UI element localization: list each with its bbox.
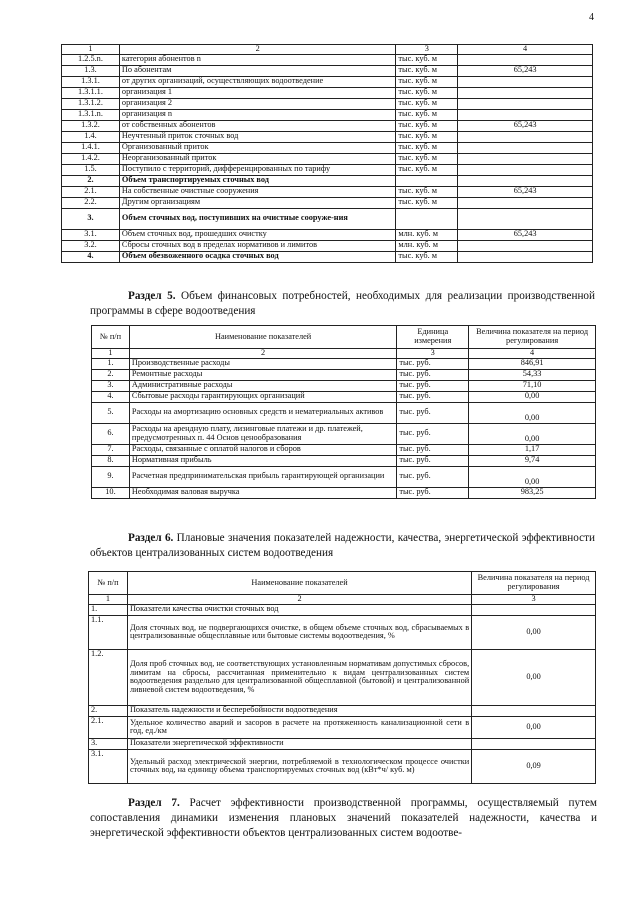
row-number: 7. [92, 444, 130, 455]
row-value [458, 54, 593, 65]
row-value: 1,17 [469, 444, 596, 455]
row-number: 3.2. [62, 240, 120, 251]
row-number: 1.3.1.n. [62, 109, 120, 120]
section-7-heading [90, 796, 597, 841]
table-row [92, 369, 596, 380]
row-unit: тыс. куб. м [396, 65, 458, 76]
row-value: 0,00 [469, 391, 596, 402]
row-value: 65,243 [458, 65, 593, 76]
row-number: 1.4.2. [62, 153, 120, 164]
header-cell: Единица измерения [397, 326, 469, 349]
row-name: По абонентам [119, 65, 395, 76]
row-name: Поступило с территорий, дифференцированных по тарифу [119, 164, 395, 175]
row-name: Неорганизованный приток [119, 153, 395, 164]
row-unit: тыс. куб. м [396, 131, 458, 142]
row-unit: тыс. куб. м [396, 54, 458, 65]
balance-table [61, 44, 593, 263]
table-row [92, 423, 596, 444]
row-value [458, 98, 593, 109]
row-value [472, 604, 596, 615]
row-number: 1.3.1. [62, 76, 120, 87]
row-number: 1. [89, 604, 128, 615]
row-value: 0,00 [472, 615, 596, 649]
row-value: 0,09 [472, 749, 596, 783]
table-row [89, 604, 596, 615]
row-number: 4. [62, 251, 120, 262]
row-name: Объем обезвоженного осадка сточных вод [119, 251, 395, 262]
row-unit: тыс. руб. [397, 423, 469, 444]
table-row [92, 358, 596, 369]
row-name: Сбытовые расходы гарантирующих организаций [129, 391, 396, 402]
row-unit: тыс. куб. м [396, 120, 458, 131]
table-row [62, 153, 593, 164]
row-value: 71,10 [469, 380, 596, 391]
section-title: Раздел 5. [128, 290, 176, 302]
table-header-row [89, 572, 596, 595]
table-row [92, 402, 596, 423]
row-number: 2.1. [89, 716, 128, 738]
row-name: организация 1 [119, 87, 395, 98]
row-name: Нормативная прибыль [129, 455, 396, 466]
row-unit: тыс. руб. [397, 380, 469, 391]
row-unit: тыс. куб. м [396, 87, 458, 98]
row-name: Показатели энергетической эффективности [127, 738, 471, 749]
table-row [92, 455, 596, 466]
row-value [472, 705, 596, 716]
row-name: Производственные расходы [129, 358, 396, 369]
table-row [92, 444, 596, 455]
table-row [62, 208, 593, 229]
header-cell: 3 [396, 45, 458, 55]
row-name: Необходимая валовая выручка [129, 487, 396, 498]
row-name: Расходы на арендную плату, лизинговые платежи и др. платежей, предусмотренных п. 44 Основ ценообразования [129, 423, 396, 444]
row-name: Сбросы сточных вод в пределах нормативов и лимитов [119, 240, 395, 251]
table-row [62, 175, 593, 186]
table-row [89, 738, 596, 749]
row-unit: тыс. куб. м [396, 164, 458, 175]
row-name: организация n [119, 109, 395, 120]
index-cell: 2 [129, 349, 396, 359]
row-unit: тыс. куб. м [396, 197, 458, 208]
header-cell: Наименование показателей [127, 572, 471, 595]
row-name: Другим организациям [119, 197, 395, 208]
row-value [458, 240, 593, 251]
row-unit: тыс. руб. [397, 358, 469, 369]
index-cell: 3 [397, 349, 469, 359]
row-unit: млн. куб. м [396, 240, 458, 251]
section-text: Объем финансовых потребностей, необходимых для реализации производственной программы в сфере водоотведения [90, 290, 596, 317]
row-name: от собственных абонентов [119, 120, 395, 131]
row-name: Ремонтные расходы [129, 369, 396, 380]
row-value [458, 208, 593, 229]
row-value [458, 131, 593, 142]
page-number: 4 [589, 12, 594, 23]
row-unit: тыс. куб. м [396, 186, 458, 197]
row-number: 1.3.2. [62, 120, 120, 131]
row-number: 3.1. [62, 229, 120, 240]
row-number: 5. [92, 402, 130, 423]
index-cell: 3 [472, 595, 596, 605]
row-value [458, 142, 593, 153]
row-number: 1.3.1.1. [62, 87, 120, 98]
table-body [89, 604, 596, 783]
row-value [458, 175, 593, 186]
row-name: Объем сточных вод, поступивших на очистные сооруже-ния [119, 208, 395, 229]
row-number: 9. [92, 466, 130, 487]
row-value: 983,25 [469, 487, 596, 498]
table-row [62, 240, 593, 251]
table-index-row [92, 349, 596, 359]
row-value: 54,33 [469, 369, 596, 380]
row-value: 65,243 [458, 229, 593, 240]
row-name: Удельное количество аварий и засоров в расчете на протяженность канализационной сети в год, ед./км [127, 716, 471, 738]
section-text: Плановые значения показателей надежности, качества, энергетической эффективности объектов централизованных систем водоотведения [90, 532, 595, 559]
row-unit [396, 175, 458, 186]
row-number: 1.4. [62, 131, 120, 142]
finance-table [91, 325, 596, 499]
row-unit: тыс. куб. м [396, 76, 458, 87]
header-cell: 2 [119, 45, 395, 55]
table-row [62, 109, 593, 120]
table-row [89, 749, 596, 783]
row-number: 1.5. [62, 164, 120, 175]
row-name: организация 2 [119, 98, 395, 109]
row-value: 0,00 [472, 649, 596, 705]
row-unit: тыс. куб. м [396, 251, 458, 262]
row-number: 6. [92, 423, 130, 444]
row-name: от других организаций, осуществляющих водоотведение [119, 76, 395, 87]
table-row [62, 197, 593, 208]
index-cell: 1 [89, 595, 128, 605]
row-number: 3. [92, 380, 130, 391]
index-cell: 1 [92, 349, 130, 359]
indicators-table [88, 571, 596, 784]
section-text: Расчет эффективности производственной программы, осуществляемый путем сопоставления динамики изменения плановых значений показателей надежности, качества и энергетической эффективности объектов централизованных систем водоотве- [90, 797, 597, 839]
section-6-heading [90, 531, 595, 561]
row-unit: тыс. куб. м [396, 109, 458, 120]
row-unit: тыс. руб. [397, 402, 469, 423]
row-unit: тыс. руб. [397, 466, 469, 487]
row-unit: тыс. руб. [397, 455, 469, 466]
row-name: Объем транспортируемых сточных вод [119, 175, 395, 186]
header-cell: Наименование показателей [129, 326, 396, 349]
header-cell: Величина показателя на период регулирования [472, 572, 596, 595]
table-header-row [92, 326, 596, 349]
row-number: 3. [62, 208, 120, 229]
table-row [62, 65, 593, 76]
row-number: 2. [92, 369, 130, 380]
row-value: 0,00 [469, 402, 596, 423]
row-unit: тыс. руб. [397, 487, 469, 498]
table-row [62, 186, 593, 197]
table-body [92, 358, 596, 498]
row-number: 3. [89, 738, 128, 749]
row-value: 0,00 [469, 466, 596, 487]
table-row [92, 487, 596, 498]
row-number: 8. [92, 455, 130, 466]
row-value [458, 87, 593, 98]
index-cell: 4 [469, 349, 596, 359]
header-cell: № п/п [92, 326, 130, 349]
row-number: 2.1. [62, 186, 120, 197]
table-row [89, 649, 596, 705]
row-number: 1. [92, 358, 130, 369]
row-unit: тыс. куб. м [396, 98, 458, 109]
table-index-row [89, 595, 596, 605]
row-value [458, 76, 593, 87]
table-row [62, 142, 593, 153]
index-cell: 2 [127, 595, 471, 605]
row-number: 1.2.5.n. [62, 54, 120, 65]
row-name: Расчетная предпринимательская прибыль гарантирующей организации [129, 466, 396, 487]
row-number: 2. [89, 705, 128, 716]
table-row [62, 131, 593, 142]
row-name: Расходы на амортизацию основных средств и нематериальных активов [129, 402, 396, 423]
row-unit: тыс. руб. [397, 444, 469, 455]
table-row [89, 716, 596, 738]
row-name: Доля проб сточных вод, не соответствующих установленным нормативам допустимых сбросов, лимитам на сбросы, рассчитанная применительно к видам централизованных систем водоотведения раздельно для централизованной общесплавной (бытовой) и централизованной ливневой систем водоотведения, % [127, 649, 471, 705]
row-value: 0,00 [472, 716, 596, 738]
table-row [62, 120, 593, 131]
row-name: Удельный расход электрической энергии, потребляемой в технологическом процессе очистки сточных вод, на единицу объема транспортируемых сточных вод (кВт*ч/ куб. м) [127, 749, 471, 783]
table-row [62, 87, 593, 98]
row-unit: тыс. руб. [397, 369, 469, 380]
header-cell: № п/п [89, 572, 128, 595]
row-number: 1.3.1.2. [62, 98, 120, 109]
table-header-row [62, 45, 593, 55]
row-value: 846,91 [469, 358, 596, 369]
section-title: Раздел 7. [128, 797, 180, 809]
table-row [62, 54, 593, 65]
table-body [62, 54, 593, 262]
table-row [89, 615, 596, 649]
row-name: Расходы, связанные с оплатой налогов и сборов [129, 444, 396, 455]
row-unit [396, 208, 458, 229]
row-number: 1.2. [89, 649, 128, 705]
row-name: Административные расходы [129, 380, 396, 391]
row-name: категория абонентов n [119, 54, 395, 65]
row-name: Доля сточных вод, не подвергающихся очистке, в общем объеме сточных вод, сбрасываемых в централизованные общесплавные или бытовые системы водоотведения, % [127, 615, 471, 649]
header-cell: 1 [62, 45, 120, 55]
row-value: 0,00 [469, 423, 596, 444]
row-value: 65,243 [458, 120, 593, 131]
row-unit: тыс. руб. [397, 391, 469, 402]
row-value [472, 738, 596, 749]
table-row [62, 164, 593, 175]
row-number: 1.4.1. [62, 142, 120, 153]
row-number: 2.2. [62, 197, 120, 208]
row-number: 1.1. [89, 615, 128, 649]
table-row [92, 466, 596, 487]
table-row [62, 98, 593, 109]
table-row [92, 380, 596, 391]
header-cell: 4 [458, 45, 593, 55]
row-value: 9,74 [469, 455, 596, 466]
row-unit: тыс. куб. м [396, 153, 458, 164]
row-number: 10. [92, 487, 130, 498]
row-name: Неучтенный приток сточных вод [119, 131, 395, 142]
table-row [62, 229, 593, 240]
row-number: 1.3. [62, 65, 120, 76]
row-unit: млн. куб. м [396, 229, 458, 240]
row-value [458, 197, 593, 208]
row-number: 4. [92, 391, 130, 402]
row-value [458, 251, 593, 262]
table-row [89, 705, 596, 716]
row-name: На собственные очистные сооружения [119, 186, 395, 197]
row-name: Организованный приток [119, 142, 395, 153]
row-value [458, 153, 593, 164]
row-number: 2. [62, 175, 120, 186]
row-unit: тыс. куб. м [396, 142, 458, 153]
table-row [62, 76, 593, 87]
row-name: Показатель надежности и бесперебойности водоотведения [127, 705, 471, 716]
row-name: Объем сточных вод, прошедших очистку [119, 229, 395, 240]
section-5-heading [90, 289, 595, 319]
section-title: Раздел 6. [128, 532, 174, 544]
row-number: 3.1. [89, 749, 128, 783]
table-row [62, 251, 593, 262]
row-value [458, 164, 593, 175]
header-cell: Величина показателя на период регулирования [469, 326, 596, 349]
table-row [92, 391, 596, 402]
row-value: 65,243 [458, 186, 593, 197]
row-value [458, 109, 593, 120]
row-name: Показатели качества очистки сточных вод [127, 604, 471, 615]
